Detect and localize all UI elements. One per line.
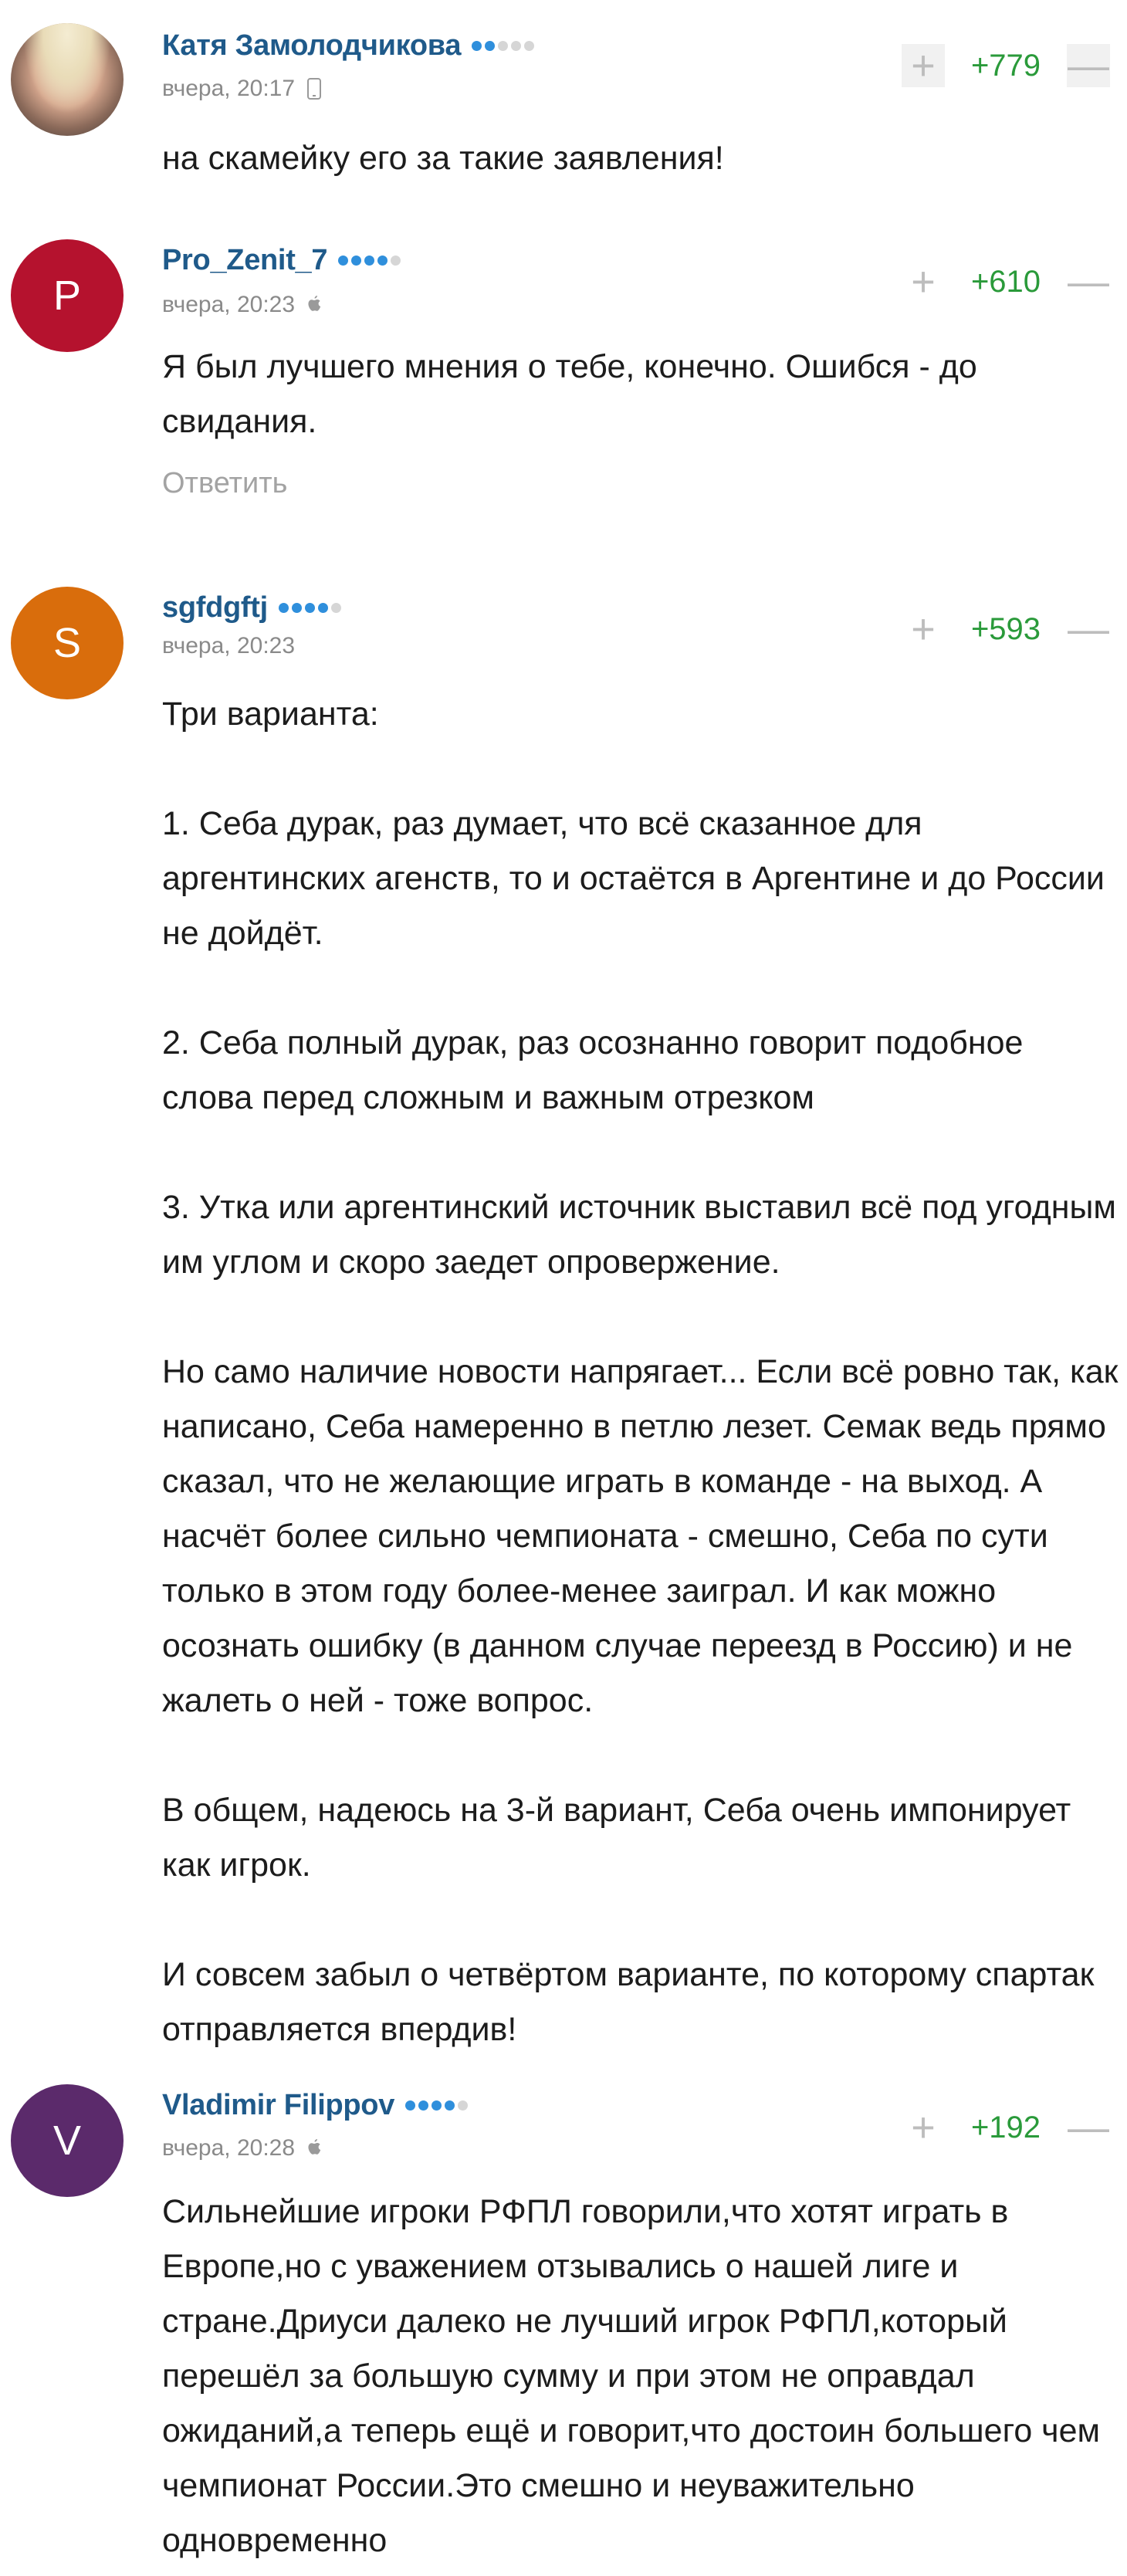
comment-score: +192 (970, 2110, 1041, 2144)
comment-text: на скамейку его за такие заявления! (162, 140, 724, 177)
comment-score: +610 (970, 264, 1041, 299)
comment-text: Сильнейшие игроки РФПЛ говорили,что хотят играть в Европе,но с уважением отзывались о нашей лиге и стране.Дриуси далеко не лучший игрок РФПЛ,который перешёл за большую сумму и при этом не оправдал ожиданий,а теперь ещё и говорит,что достоин большего чем чемпионат России.Это смешно и неуважительно одновременно (162, 2193, 1101, 2559)
comment (0, 2061, 1127, 2576)
avatar[interactable]: V (11, 2084, 124, 2197)
comment-score: +593 (970, 611, 1041, 646)
vote-up-button[interactable]: + (911, 259, 936, 305)
user-rating-dots (338, 256, 401, 266)
comment-author[interactable]: Катя Замолодчикова (162, 29, 462, 62)
apple-icon (306, 2137, 323, 2160)
avatar[interactable] (11, 23, 124, 136)
mobile-icon (306, 77, 323, 100)
comment (0, 564, 1127, 2046)
user-rating-dots (279, 603, 341, 613)
comment-author[interactable]: sgfdgftj (162, 591, 268, 624)
vote-up-button[interactable]: + (911, 606, 936, 652)
vote-down-button[interactable]: — (1067, 259, 1109, 305)
avatar[interactable]: P (11, 239, 124, 352)
comment-author[interactable]: Pro_Zenit_7 (162, 244, 328, 276)
vote-down-button[interactable]: — (1067, 42, 1109, 89)
vote-up-button[interactable]: + (902, 44, 945, 87)
vote-up-button[interactable]: + (911, 2104, 936, 2151)
vote-down-button[interactable]: — (1067, 2104, 1109, 2151)
comment-time: вчера, 20:28 (162, 2135, 296, 2161)
comment-author[interactable]: Vladimir Filippov (162, 2089, 395, 2121)
comment-time: вчера, 20:23 (162, 292, 296, 317)
user-rating-dots (472, 41, 534, 51)
user-rating-dots (405, 2100, 468, 2111)
avatar[interactable]: S (11, 587, 124, 699)
comment-time: вчера, 20:17 (162, 76, 296, 101)
comment (0, 216, 1127, 548)
vote-down-button[interactable]: — (1067, 606, 1109, 652)
comment-text: Я был лучшего мнения о тебе, конечно. Ошибся - до свидания. (162, 348, 977, 440)
comment-time: вчера, 20:23 (162, 633, 296, 658)
comment (0, 0, 1127, 216)
comment-score: +779 (970, 48, 1041, 83)
comment-text: Три варианта: 1. Себа дурак, раз думает, что всё сказанное для аргентинских агенств, то и остаётся в Аргентине и до России не дойдёт. 2. Себа полный дурак, раз осознанно говорит подобное слова перед сложным и важным отрезком 3. Утка или аргентинский источник выставил всё под угодным им углом и скоро заедет опровержение. Но само наличие новости напрягает... Если всё ровно так, как написано, Себа намеренно в петлю лезет. Семак ведь прямо сказал, что не желающие играть в команде - на выход. А насчёт более сильно чемпионата - смешно, Себа по сути только в этом году более-менее заиграл. И как можно осознать ошибку (в данном случае переезд в Россию) и не жалеть о ней - тоже вопрос. В общем, надеюсь на 3-й вариант, Себа очень импонирует как игрок. И совсем забыл о четвёртом варианте, по которому спартак отправляется впердив! (162, 696, 1119, 2048)
reply-button[interactable]: Ответить (162, 467, 288, 499)
apple-icon (306, 293, 323, 316)
